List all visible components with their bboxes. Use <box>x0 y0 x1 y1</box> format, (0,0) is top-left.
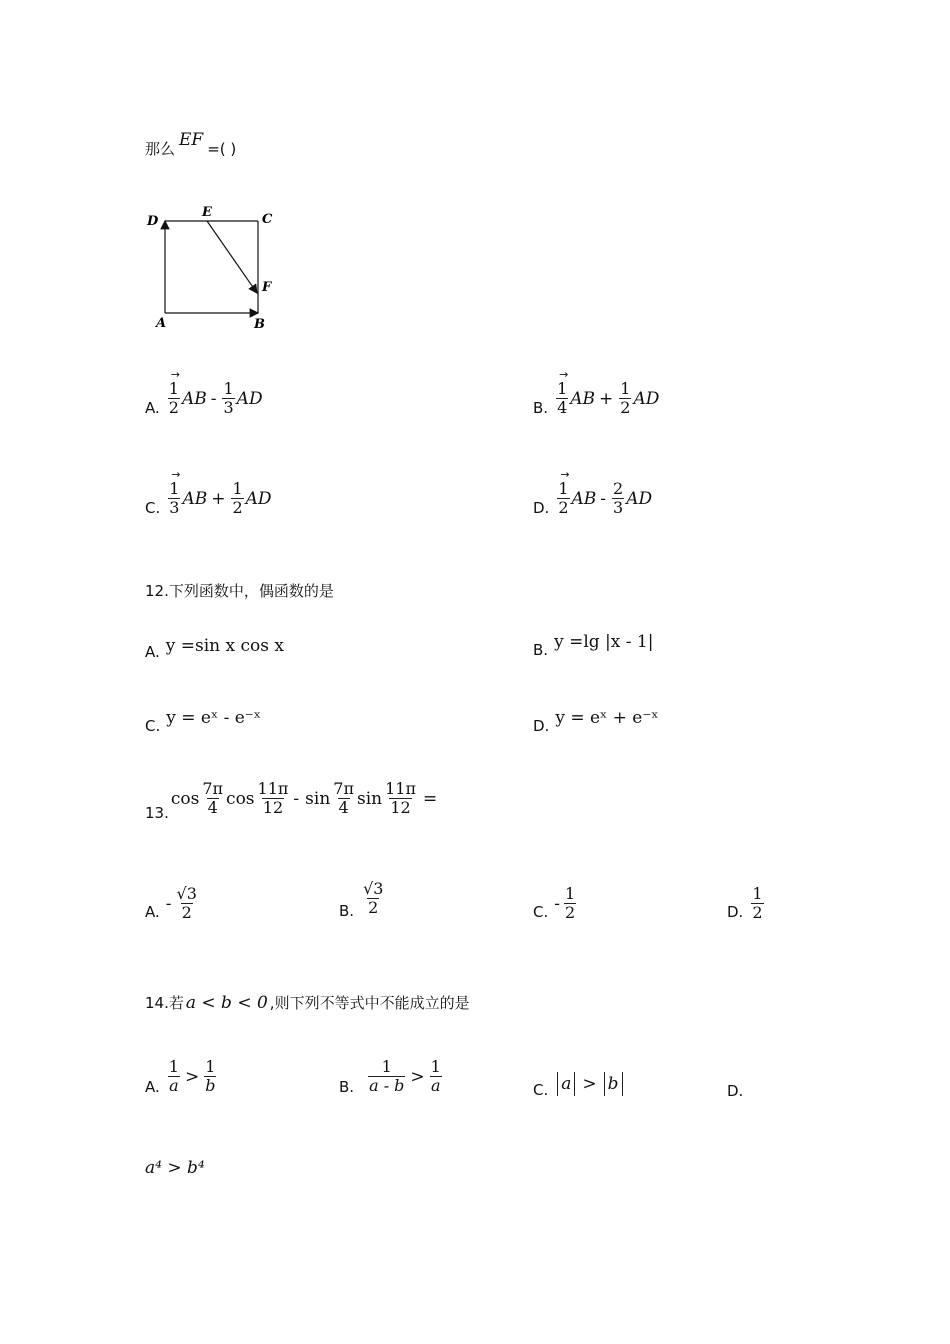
q14-stem: 14.若 a < b < 0 ,则下列不等式中不能成立的是 <box>145 992 470 1013</box>
square-diagram <box>140 200 280 340</box>
q12-option-a[interactable]: A. y =sin x cos x <box>145 636 284 661</box>
label-d: D <box>147 214 159 229</box>
label-c: C <box>262 212 273 227</box>
q12-option-b[interactable]: B. y =lg |x - 1| <box>533 632 654 659</box>
label-a: A <box>156 316 167 331</box>
q13-option-d[interactable]: D. $\frac{1}{2}$ <box>727 884 763 922</box>
label-f: F <box>262 280 272 295</box>
intro-prefix: 那么 <box>145 140 176 158</box>
q14-option-c[interactable]: C. a > b <box>533 1072 626 1096</box>
q13-stem: 13. cos $\frac{7\pi}{4}$ cos $\frac{11\pi}{12}$ - sin $\frac{7\pi}{4}$ sin $\frac{11\pi}{12}$ = <box>145 779 438 822</box>
intro-line <box>145 129 237 159</box>
q11-option-d[interactable]: D. → 1 2 AB - $\frac{2}{3}$ AD <box>533 468 653 517</box>
label-b: B <box>254 317 265 332</box>
label-e: E <box>202 205 212 220</box>
q11-option-c[interactable]: C. → 1 3 AB + $\frac{1}{2}$ AD <box>145 468 272 517</box>
q12-option-c[interactable]: C. y = eˣ - e⁻ˣ <box>145 708 261 735</box>
q14-option-a[interactable]: A. $\frac{1}{a}$ > $\frac{1}{b}$ <box>145 1057 216 1096</box>
q12-option-d[interactable]: D. y = eˣ + e⁻ˣ <box>533 708 659 735</box>
q11-option-b[interactable]: B. → 1 4 AB + $\frac{1}{2}$ AD <box>533 368 660 417</box>
q14-option-d[interactable]: D. <box>727 1082 744 1100</box>
q13-option-a[interactable]: A. - $\frac{√3}{2}$ <box>145 884 197 922</box>
q13-option-b[interactable]: B. $\frac{√3}{2}$ <box>339 879 384 920</box>
vector-ef <box>207 221 257 293</box>
q13-option-c[interactable]: C. - $\frac{1}{2}$ <box>533 884 576 922</box>
q12-stem: 12.下列函数中，偶函数的是 <box>145 582 334 600</box>
q14-option-d-content: a⁴ > b⁴ <box>145 1158 205 1178</box>
intro-suffix: =( ) <box>207 139 237 158</box>
q14-option-b[interactable]: B. $\frac{1}{a - b}$ > $\frac{1}{a}$ <box>339 1057 441 1096</box>
intro-expr: EF <box>179 129 204 150</box>
q11-option-a[interactable]: A. → 1 2 AB - $\frac{1}{3}$ AD <box>145 368 263 417</box>
